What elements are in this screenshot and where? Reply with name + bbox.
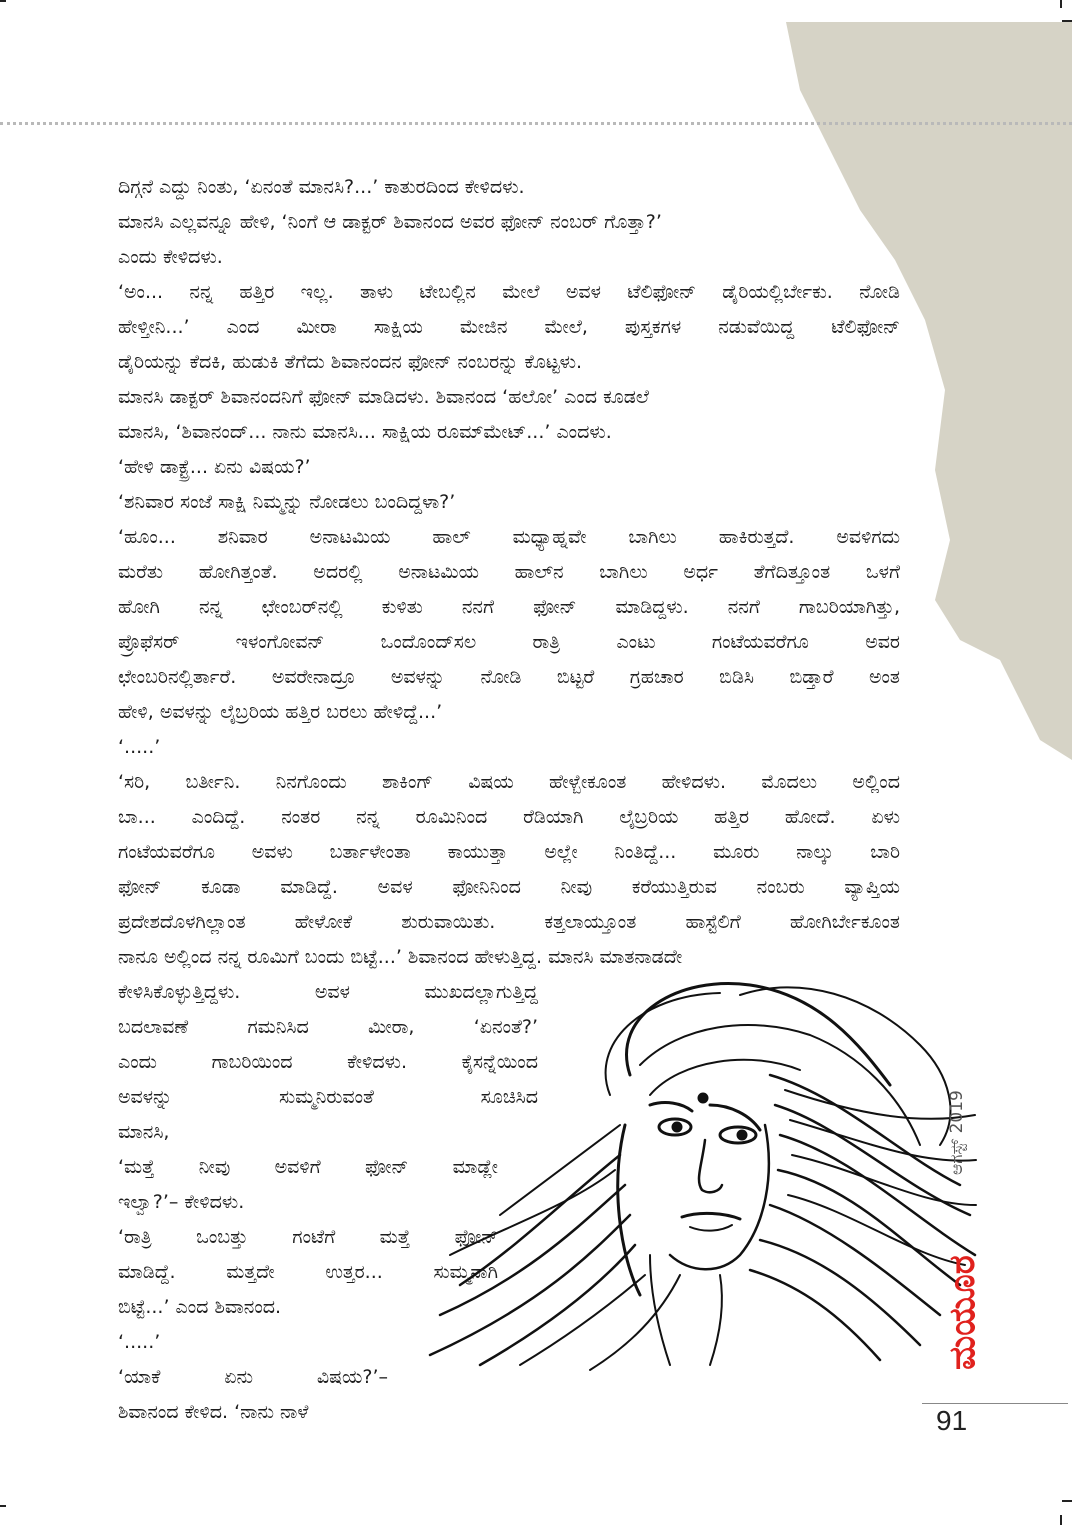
article-line: ಕೇಳಿಸಿಕೊಳ್ಳುತ್ತಿದ್ದಳು. ಅವಳ ಮುಖದಲ್ಲಾಗುತ್ತಿದ್ದ	[118, 981, 538, 1003]
article-line: ಛೇಂಬರಿನಲ್ಲಿರ್ತಾರೆ. ಅವರೇನಾದ್ರೂ ಅವಳನ್ನು ನೋಡಿ ಬಿಟ್ಟರೆ ಗ್ರಹಚಾರ ಬಿಡಿಸಿ ಬಿಡ್ತಾರೆ ಅಂತ	[118, 666, 900, 688]
article-paragraph	[118, 765, 900, 975]
article-line: ಪ್ರದೇಶದೊಳಗಿಲ್ಲಾಂತ ಹೇಳೋಕೆ ಶುರುವಾಯಿತು. ಕತ್ತಲಾಯ್ತೂಂತ ಹಾಸ್ಟೆಲಿಗೆ ಹೋಗಿರ್ಬೇಕೂಂತ	[118, 911, 900, 933]
article-line: ‘ಹೂಂ... ಶನಿವಾರ ಅನಾಟಮಿಯ ಹಾಲ್ ಮಧ್ಯಾಹ್ನವೇ ಬಾಗಿಲು ಹಾಕಿರುತ್ತದೆ. ಅವಳಿಗದು	[118, 526, 900, 548]
article-line: ‘ಹೇಳಿ ಡಾಕ್ಟ್ರೆ... ಏನು ವಿಷಯ?’	[118, 456, 311, 478]
article-line: ‘ರಾತ್ರಿ ಒಂಬತ್ತು ಗಂಟೆಗೆ ಮತ್ತೆ ಫೋನ್	[118, 1226, 498, 1248]
article-line: ನಾನೂ ಅಲ್ಲಿಂದ ನನ್ನ ರೂಮಿಗೆ ಬಂದು ಬಿಟ್ಟೆ...’ ಶಿವಾನಂದ ಹೇಳುತ್ತಿದ್ದ. ಮಾನಸಿ ಮಾತನಾಡದೇ	[118, 946, 683, 968]
article-paragraph	[118, 730, 900, 765]
article-line: ಶಿವಾನಂದ ಕೇಳಿದ. ‘ನಾನು ನಾಳೆ	[118, 1401, 309, 1423]
article-line: ‘ಯಾಕೆ ಏನು ವಿಷಯ?’–	[118, 1366, 388, 1388]
article-line: ‘ಶನಿವಾರ ಸಂಜೆ ಸಾಕ್ಷಿ ನಿಮ್ಮನ್ನು ನೋಡಲು ಬಂದಿದ್ದಳಾ?’	[118, 491, 456, 513]
article-line: ಮಾನಸಿ,	[118, 1121, 170, 1143]
issue-date-label: ಆಗಸ್ಟ್ 2019	[947, 1090, 967, 1175]
page-number-rule	[922, 1403, 1068, 1404]
article-line: ‘.....’	[118, 1331, 161, 1353]
article-line: ಮಾನಸಿ ಎಲ್ಲವನ್ನೂ ಹೇಳಿ, ‘ನಿಂಗೆ ಆ ಡಾಕ್ಟರ್ ಶಿವಾನಂದ ಅವರ ಫೋನ್ ನಂಬರ್ ಗೊತ್ತಾ?’	[118, 211, 662, 233]
article-paragraph	[118, 1360, 388, 1430]
article-line: ಎಂದು ಕೇಳಿದಳು.	[118, 246, 223, 268]
article-line: ಹೇಳಿ, ಅವಳನ್ನು ಲೈಬ್ರರಿಯ ಹತ್ತಿರ ಬರಲು ಹೇಳಿದ್ದೆ...’	[118, 701, 443, 723]
article-line: ಫೋನ್ ಕೂಡಾ ಮಾಡಿದ್ದೆ. ಅವಳ ಫೋನಿನಿಂದ ನೀವು ಕರೆಯುತ್ತಿರುವ ನಂಬರು ವ್ಯಾಪ್ತಿಯ	[118, 876, 900, 898]
article-paragraph	[118, 520, 900, 730]
article-line: ಹೇಳ್ತೀನಿ...’ ಎಂದ ಮೀರಾ ಸಾಕ್ಷಿಯ ಮೇಜಿನ ಮೇಲೆ, ಪುಸ್ತಕಗಳ ನಡುವೆಯಿದ್ದ ಟೆಲಿಫೋನ್	[118, 316, 900, 338]
article-line: ಮಾನಸಿ, ‘ಶಿವಾನಂದ್... ನಾನು ಮಾನಸಿ... ಸಾಕ್ಷಿಯ ರೂಮ್‌ಮೇಟ್...’ ಎಂದಳು.	[118, 421, 612, 443]
article-line: ‘.....’	[118, 736, 161, 758]
page-number: 91	[936, 1405, 968, 1436]
article-line: ಹೋಗಿ ನನ್ನ ಛೇಂಬರ್‌ನಲ್ಲಿ ಕುಳಿತು ನನಗೆ ಫೋನ್ ಮಾಡಿದ್ದಳು. ನನಗೆ ಗಾಬರಿಯಾಗಿತ್ತು,	[118, 596, 900, 618]
article-paragraph	[118, 275, 900, 380]
article-line: ಪ್ರೊಫೆಸರ್ ಇಳಂಗೋವನ್ ಒಂದೊಂದ್‌ಸಲ ರಾತ್ರಿ ಎಂಟು ಗಂಟೆಯವರೆಗೂ ಅವರ	[118, 631, 900, 653]
article-line: ಅವಳನ್ನು ಸುಮ್ಮನಿರುವಂತೆ ಸೂಚಿಸಿದ	[118, 1086, 538, 1108]
article-line: ಮಾನಸಿ ಡಾಕ್ಟರ್ ಶಿವಾನಂದನಿಗೆ ಫೋನ್ ಮಾಡಿದಳು. ಶಿವಾನಂದ ‘ಹಲೋ’ ಎಂದ ಕೂಡಲೆ	[118, 386, 649, 408]
dotted-divider	[0, 122, 1072, 125]
article-line: ಡೈರಿಯನ್ನು ಕೆದಕಿ, ಹುಡುಕಿ ತೆಗೆದು ಶಿವಾನಂದನ ಫೋನ್ ನಂಬರನ್ನು ಕೊಟ್ಟಳು.	[118, 351, 583, 373]
woman-portrait-illustration	[420, 955, 980, 1375]
article-line: ಬಾ... ಎಂದಿದ್ದೆ. ನಂತರ ನನ್ನ ರೂಮಿನಿಂದ ರೆಡಿಯಾಗಿ ಲೈಬ್ರರಿಯ ಹತ್ತಿರ ಹೋದೆ. ಏಳು	[118, 806, 900, 828]
article-line: ಎಂದು ಗಾಬರಿಯಿಂದ ಕೇಳಿದಳು. ಕೈಸನ್ನೆಯಿಂದ	[118, 1051, 538, 1073]
article-line: ಗಂಟೆಯವರೆಗೂ ಅವಳು ಬರ್ತಾಳೇಂತಾ ಕಾಯುತ್ತಾ ಅಲ್ಲೇ ನಿಂತಿದ್ದೆ... ಮೂರು ನಾಲ್ಕು ಬಾರಿ	[118, 841, 900, 863]
article-paragraph	[118, 380, 900, 450]
article-line: ‘ಮತ್ತೆ ನೀವು ಅವಳಿಗೆ ಫೋನ್ ಮಾಡ್ಲೇ	[118, 1156, 498, 1178]
article-paragraph	[118, 485, 900, 520]
article-line: ‘ಅಂ... ನನ್ನ ಹತ್ತಿರ ಇಲ್ಲ. ತಾಳು ಟೇಬಲ್ಲಿನ ಮೇಲೆ ಅವಳ ಟೆಲಿಫೋನ್ ಡೈರಿಯಲ್ಲಿರ್ಬೇಕು. ನೋಡಿ	[118, 281, 900, 303]
article-line: ಬಿಟ್ಟೆ...’ ಎಂದ ಶಿವಾನಂದ.	[118, 1296, 282, 1318]
article-line: ಇಲ್ವಾ?’– ಕೇಳಿದಳು.	[118, 1191, 245, 1213]
article-line: ದಿಗ್ಗನೆ ಎದ್ದು ನಿಂತು, ‘ಏನಂತೆ ಮಾನಸಿ?...’ ಕಾತುರದಿಂದ ಕೇಳಿದಳು.	[118, 176, 525, 198]
article-paragraph	[118, 170, 900, 205]
article-paragraph	[118, 450, 900, 485]
article-line: ‘ಸರಿ, ಬರ್ತೀನಿ. ನಿನಗೊಂದು ಶಾಕಿಂಗ್ ವಿಷಯ ಹೇಳ್ಬೇಕೂಂತ ಹೇಳಿದಳು. ಮೊದಲು ಅಲ್ಲಿಂದ	[118, 771, 900, 793]
article-line: ಮಾಡಿದ್ದೆ. ಮತ್ತದೇ ಉತ್ತರ... ಸುಮ್ಮನಾಗಿ	[118, 1261, 498, 1283]
article-paragraph	[118, 205, 900, 275]
magazine-brand-logo: ಮಯೂರ	[942, 1255, 983, 1370]
article-line: ಮರೆತು ಹೋಗಿತ್ತಂತೆ. ಅದರಲ್ಲಿ ಅನಾಟಮಿಯ ಹಾಲ್‌ನ ಬಾಗಿಲು ಅರ್ಧ ತೆಗೆದಿತ್ತೂಂತ ಒಳಗೆ	[118, 561, 900, 583]
article-line: ಬದಲಾವಣೆ ಗಮನಿಸಿದ ಮೀರಾ, ‘ಏನಂತೆ?’	[118, 1016, 538, 1038]
